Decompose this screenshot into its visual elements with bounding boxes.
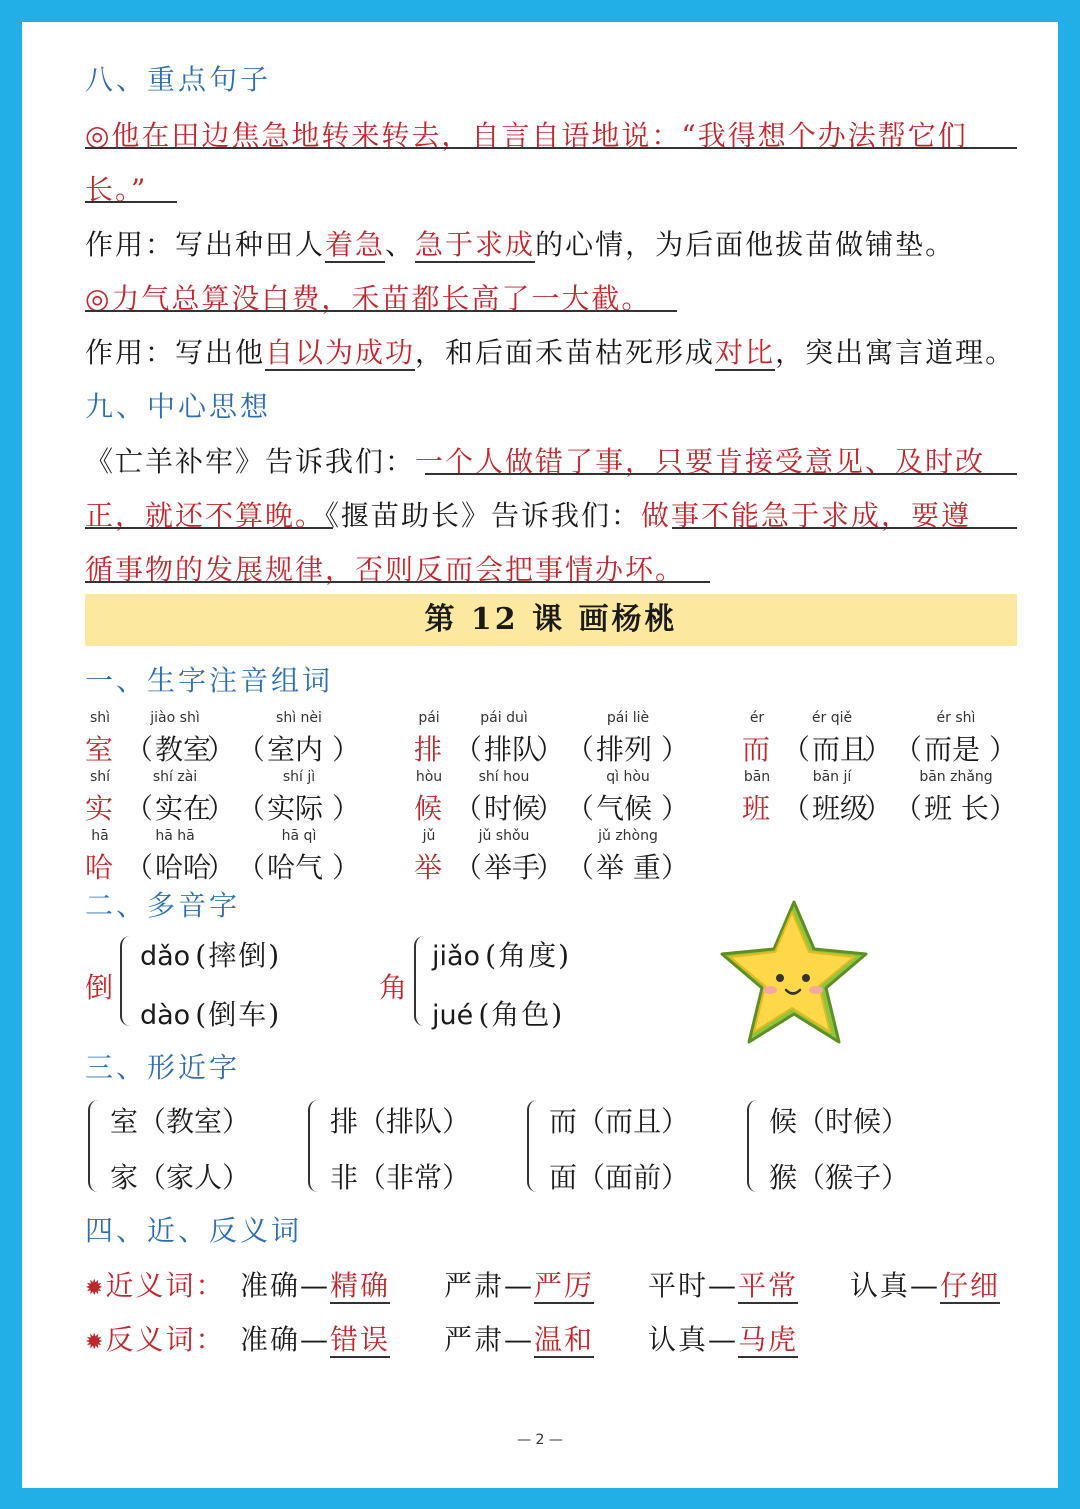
word: 严肃—: [444, 1269, 535, 1302]
antonym-pair: [648, 1318, 798, 1358]
paren-open: （: [782, 733, 811, 766]
effect-2-prefix: 作用：写出他: [85, 336, 266, 369]
word-pinyin: jǔ zhòng: [598, 828, 658, 844]
antonym-pair: [240, 1318, 390, 1358]
paren-close: ）: [989, 733, 1018, 766]
synonym-pair: [648, 1264, 798, 1304]
key-sentence-2: ◎力气总算没白费，禾苗都长高了一大截。: [85, 282, 652, 315]
similar-char-item: 家（家人）: [110, 1161, 251, 1194]
similar-char-item: 非（非常）: [330, 1161, 471, 1194]
pinyin: jué: [432, 1000, 474, 1031]
underline: [85, 527, 333, 529]
brace: [308, 1100, 320, 1192]
paren-open: （: [566, 792, 595, 825]
paren-close: ）: [989, 792, 1018, 825]
polyphonic-char: 倒: [85, 971, 114, 1004]
word: 严肃—: [444, 1323, 535, 1356]
paren-open: （: [894, 792, 923, 825]
new-char: 实: [85, 792, 114, 825]
char-pinyin: shì: [89, 710, 111, 726]
word-pinyin: ér shì: [936, 710, 976, 726]
paren-close: ）: [332, 733, 361, 766]
paren-open: （: [125, 792, 154, 825]
paren-open: （: [566, 851, 595, 884]
paren-open: （: [894, 733, 923, 766]
new-char: 排: [414, 733, 443, 766]
paren-open: （: [454, 733, 483, 766]
word-pinyin: jiào shì: [150, 710, 200, 726]
polyphonic-reading: [432, 993, 564, 1033]
word: 认真—: [648, 1323, 739, 1356]
similar-char-item: 猴（猴子）: [769, 1161, 910, 1194]
char-pinyin: hòu: [415, 769, 443, 785]
similar-char-item: 室（教室）: [110, 1105, 251, 1138]
section-heading-central-idea: 九、中心思想: [85, 390, 272, 423]
paren-open: （: [125, 733, 154, 766]
sun-icon: ✹: [85, 1276, 106, 1301]
polyphonic-reading: [140, 934, 281, 974]
paren-open: （: [237, 733, 266, 766]
word: (角色): [478, 998, 565, 1031]
paren-open: （: [237, 792, 266, 825]
paren-close: ）: [207, 851, 236, 884]
paren-close: ）: [536, 792, 565, 825]
word: (角度): [485, 939, 572, 972]
word-2: 而是: [924, 733, 981, 766]
effect-1-suffix: 的心情，为后面他拔苗做铺垫。: [535, 228, 956, 261]
similar-char-item: 面（面前）: [549, 1161, 690, 1194]
lesson-title-banner: 第 12 课 画杨桃: [85, 594, 1017, 646]
word-pinyin: ér qiě: [811, 710, 853, 726]
text: 《揠苗助长》告诉我们：: [325, 499, 642, 532]
section-heading-key-sentences: 八、重点句子: [85, 63, 272, 96]
new-char: 哈: [85, 851, 114, 884]
pinyin: dào: [140, 1000, 191, 1031]
paren-open: （: [454, 792, 483, 825]
similar-char-item: 候（时候）: [769, 1105, 910, 1138]
paren-close: ）: [864, 792, 893, 825]
page-number: — 2 —: [517, 1432, 563, 1448]
word-answer: 严厉: [534, 1269, 595, 1302]
word-pinyin: bān jí: [812, 769, 852, 785]
similar-char-item: 而（而且）: [549, 1105, 690, 1138]
pinyin: jiǎo: [432, 941, 481, 972]
word-1: 时候: [484, 792, 541, 825]
word-1: 而且: [812, 733, 869, 766]
word-2: 气候: [596, 792, 653, 825]
synonym-label: [85, 1264, 225, 1304]
char-pinyin: bān: [743, 769, 771, 785]
effect-2-keyword-2: 对比: [715, 336, 776, 369]
underline: [85, 147, 1017, 149]
effect-2: [85, 331, 1015, 371]
word: 准确—: [240, 1323, 331, 1356]
word: 平时—: [648, 1269, 739, 1302]
word-2: 室内: [267, 733, 324, 766]
brace: [747, 1100, 759, 1192]
word-pinyin: hā qì: [281, 828, 317, 844]
word-pinyin: shí hou: [478, 769, 530, 785]
paren-close: ）: [661, 733, 690, 766]
word: 认真—: [850, 1269, 941, 1302]
word-1: 举手: [484, 851, 541, 884]
paren-close: ）: [332, 792, 361, 825]
antonym-pair: [444, 1318, 594, 1358]
paren-close: ）: [207, 733, 236, 766]
word-1: 实在: [155, 792, 212, 825]
word-pinyin: jǔ shǒu: [478, 828, 530, 844]
paren-open: （: [237, 851, 266, 884]
word: 准确—: [240, 1269, 331, 1302]
effect-1-keyword-2: 急于求成: [415, 228, 536, 261]
paren-close: ）: [661, 851, 690, 884]
central-idea-line3: 循事物的发展规律，否则反而会把事情办坏。: [85, 553, 686, 586]
word: (倒车): [195, 998, 282, 1031]
text: 《亡羊补牢》告诉我们：: [85, 445, 416, 478]
brace: [120, 936, 132, 1026]
word-1: 班级: [812, 792, 869, 825]
word-answer: 仔细: [940, 1269, 1001, 1302]
word-pinyin: qì hòu: [606, 769, 650, 785]
key-sentence-1-line2: 长。”: [85, 173, 148, 206]
key-sentence-1-line1: ◎他在田边焦急地转来转去，自言自语地说：“我得想个办法帮它们: [85, 119, 968, 152]
underline: [672, 527, 1017, 529]
paren-open: （: [782, 792, 811, 825]
word-pinyin: shí zài: [152, 769, 198, 785]
section-heading-syn-ant: 四、近、反义词: [85, 1214, 303, 1247]
polyphonic-reading: [140, 993, 281, 1033]
text-red: 一个人做错了事，只要肯接受意见、及时改: [415, 445, 986, 478]
word-2: 举 重: [596, 851, 661, 884]
text-red: 做事不能急于求成，要遵: [641, 499, 972, 532]
paren-close: ）: [661, 792, 690, 825]
synonym-pair: [850, 1264, 1000, 1304]
char-pinyin: pái: [418, 710, 440, 726]
section-heading-new-words: 一、生字注音组词: [85, 664, 334, 697]
sun-icon: ✹: [85, 1330, 106, 1355]
effect-1-keyword-1: 着急: [325, 228, 386, 261]
paren-open: （: [454, 851, 483, 884]
page: [22, 22, 1058, 1488]
underline: [85, 310, 677, 312]
word-1: 教室: [155, 733, 212, 766]
text-red: 正，就还不算晚。: [85, 499, 326, 532]
word-answer: 错误: [330, 1323, 391, 1356]
word-2: 哈气: [267, 851, 324, 884]
effect-1-prefix: 作用：写出种田人: [85, 228, 326, 261]
paren-close: ）: [536, 733, 565, 766]
brace: [527, 1100, 539, 1192]
word-pinyin: hā hā: [155, 828, 195, 844]
word-pinyin: pái liè: [606, 710, 650, 726]
paren-close: ）: [207, 792, 236, 825]
effect-2-mid: ，和后面禾苗枯死形成: [415, 336, 716, 369]
word-answer: 马虎: [738, 1323, 799, 1356]
label: 反义词：: [105, 1323, 226, 1356]
paren-close: ）: [536, 851, 565, 884]
char-pinyin: shí: [89, 769, 111, 785]
paren-open: （: [566, 733, 595, 766]
new-char: 候: [414, 792, 443, 825]
word-answer: 平常: [738, 1269, 799, 1302]
paren-close: ）: [332, 851, 361, 884]
effect-2-keyword-1: 自以为成功: [265, 336, 416, 369]
pinyin: dǎo: [140, 941, 191, 972]
new-char: 而: [742, 733, 771, 766]
section-heading-polyphonic: 二、多音字: [85, 889, 241, 922]
word-2: 实际: [267, 792, 324, 825]
effect-1-sep: 、: [385, 228, 416, 261]
word-pinyin: bān zhǎng: [919, 769, 993, 785]
new-char: 举: [414, 851, 443, 884]
char-pinyin: ér: [749, 710, 765, 726]
paren-close: ）: [864, 733, 893, 766]
synonym-pair: [240, 1264, 390, 1304]
word-1: 哈哈: [155, 851, 212, 884]
paren-open: （: [125, 851, 154, 884]
word-2: 班 长: [924, 792, 989, 825]
word-2: 排列: [596, 733, 653, 766]
word: (摔倒): [195, 939, 282, 972]
word-pinyin: shì nèi: [276, 710, 322, 726]
synonym-pair: [444, 1264, 594, 1304]
label: 近义词：: [105, 1269, 226, 1302]
word-answer: 温和: [534, 1323, 595, 1356]
brace: [88, 1100, 100, 1192]
char-pinyin: hā: [91, 828, 109, 844]
antonym-label: [85, 1318, 225, 1358]
underline: [425, 473, 1017, 475]
effect-2-suffix: ，突出寓言道理。: [775, 336, 1016, 369]
polyphonic-reading: [432, 934, 571, 974]
word-pinyin: pái duì: [480, 710, 528, 726]
word-pinyin: shí jì: [282, 769, 316, 785]
new-char: 室: [85, 733, 114, 766]
similar-char-item: 排（排队）: [330, 1105, 471, 1138]
effect-1: [85, 223, 955, 263]
starfruit-icon: [714, 894, 874, 1054]
new-char: 班: [742, 792, 771, 825]
underline: [85, 201, 177, 203]
char-pinyin: jǔ: [422, 828, 436, 844]
word-1: 排队: [484, 733, 541, 766]
word-answer: 精确: [330, 1269, 391, 1302]
polyphonic-char: 角: [379, 971, 408, 1004]
brace: [414, 936, 426, 1026]
underline: [85, 581, 710, 583]
section-heading-similar-chars: 三、形近字: [85, 1051, 241, 1084]
